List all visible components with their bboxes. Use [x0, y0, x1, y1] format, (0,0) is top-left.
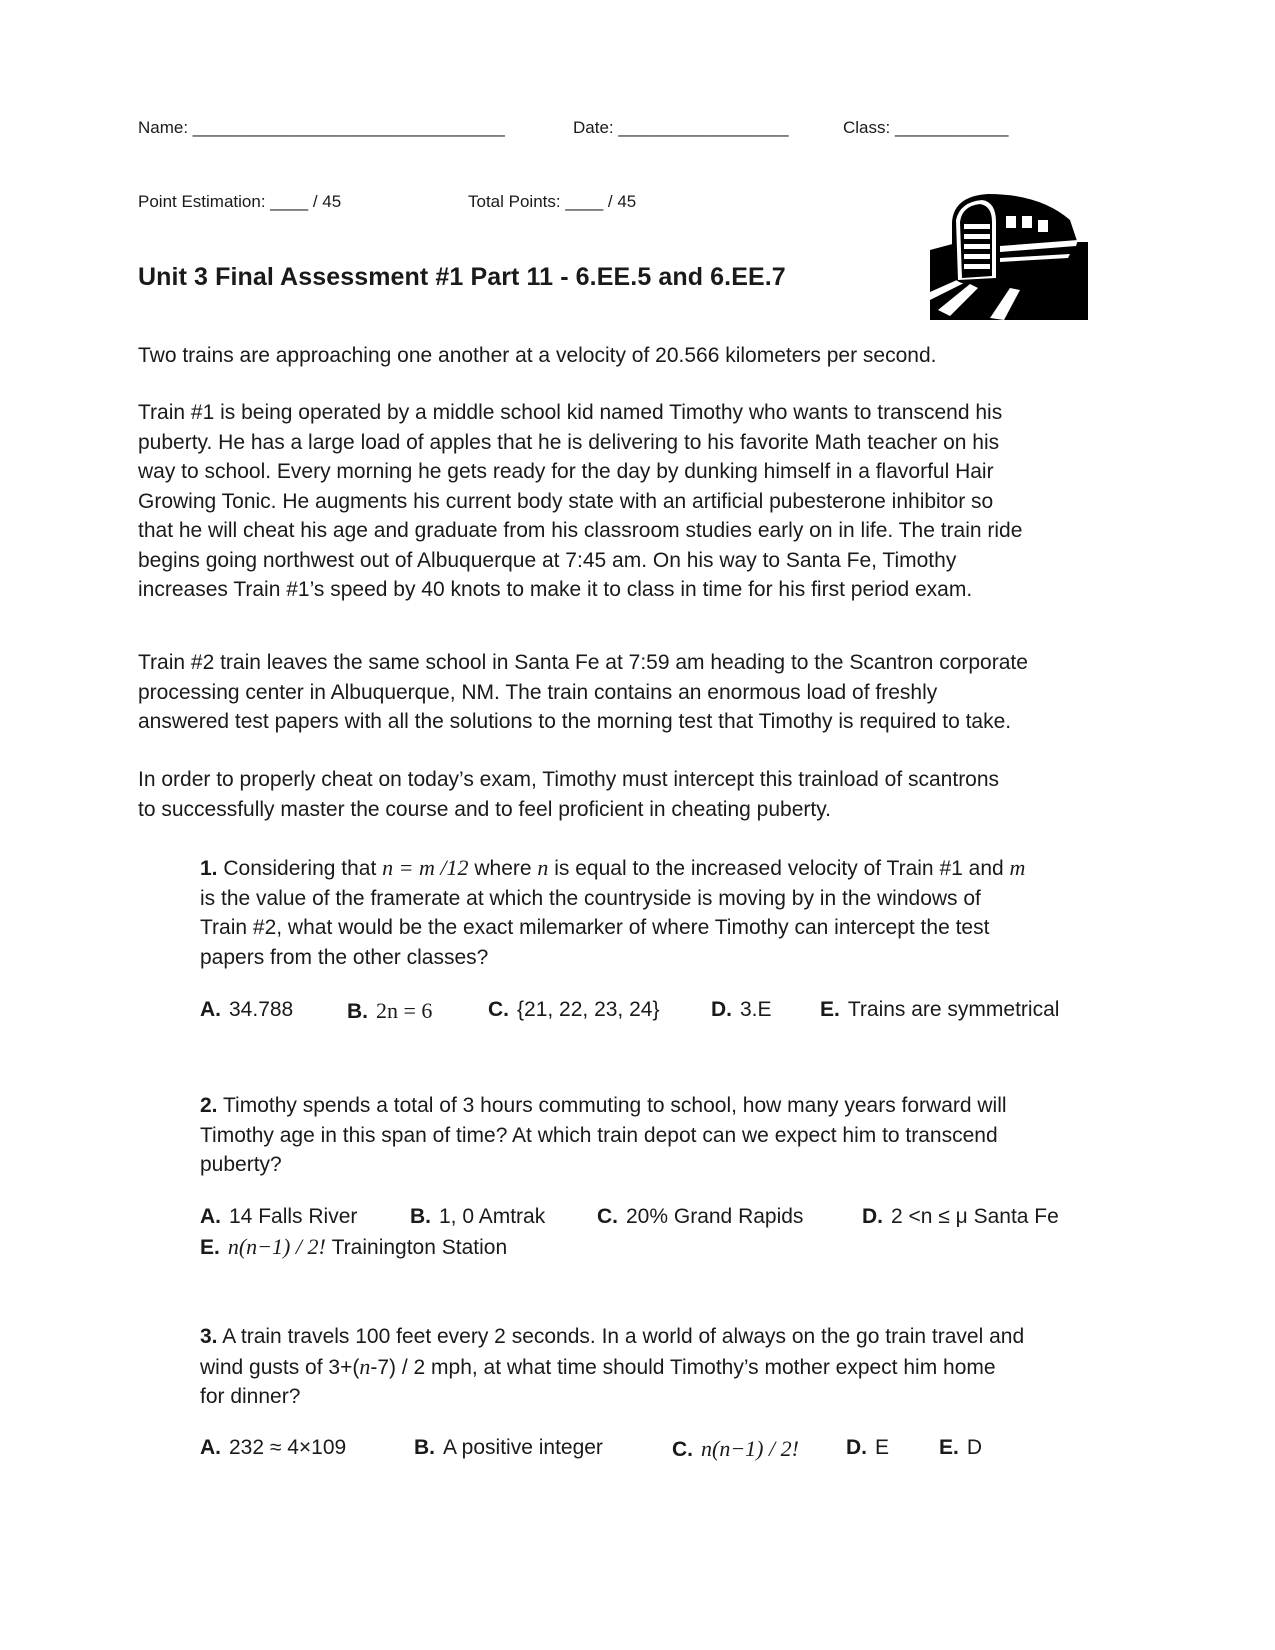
paragraph-line: answered test papers with all the solutions to the morning test that Timothy is required to take. — [138, 710, 1012, 733]
paragraph-line: Train #2 train leaves the same school in Santa Fe at 7:59 am heading to the Scantron corporate — [138, 651, 1028, 674]
paragraph-line: increases Train #1’s speed by 40 knots to make it to class in time for his first period exam. — [138, 578, 973, 601]
variable: n — [537, 855, 549, 880]
equation: n = m /12 — [382, 855, 469, 880]
question-text: -7) / 2 mph, at what time should Timothy’s mother expect him home — [370, 1355, 996, 1379]
intro-line: Two trains are approaching one another at a velocity of 20.566 kilometers per second. — [138, 344, 937, 367]
question-text: Timothy spends a total of 3 hours commuting to school, how many years forward will — [222, 1094, 1007, 1117]
total-points-label: Total Points: ____ / 45 — [468, 192, 637, 211]
question-text: wind gusts of 3+( — [200, 1355, 360, 1379]
variable: m — [1009, 855, 1026, 880]
question-text: Considering that — [223, 857, 377, 880]
intro-paragraph — [138, 341, 1138, 371]
question-1 — [200, 853, 1140, 972]
question-2 — [200, 1091, 1140, 1180]
answer-choice[interactable]: C. n(n−1) / 2! — [672, 1436, 799, 1461]
paragraph-line: Train #1 is being operated by a middle school kid named Timothy who wants to transcend his — [138, 401, 1003, 424]
paragraph-line: begins going northwest out of Albuquerque at 7:45 am. On his way to Santa Fe, Timothy — [138, 548, 957, 572]
answer-choice[interactable]: A. 232 ≈ 4×109 — [200, 1436, 347, 1459]
question-text: Train #2, what would be the exact milemarker of where Timothy can intercept the test — [200, 916, 990, 939]
answer-choice[interactable]: A. 14 Falls River — [200, 1205, 358, 1228]
answer-choice[interactable]: E. n(n−1) / 2! Trainington Station — [200, 1234, 508, 1259]
question-3 — [200, 1322, 1140, 1412]
question-number: 2. — [200, 1094, 218, 1117]
answer-choice[interactable]: E. Trains are symmetrical — [820, 998, 1060, 1021]
date-field-label: Date: __________________ — [573, 118, 789, 137]
point-estimation-label: Point Estimation: ____ / 45 — [138, 192, 342, 211]
paragraph-line: In order to properly cheat on today’s exam, Timothy must intercept this trainload of scantrons — [138, 768, 1000, 791]
answer-choice[interactable]: B. 1, 0 Amtrak — [410, 1205, 546, 1228]
answer-choice[interactable]: E. D — [939, 1436, 983, 1459]
page-title: Unit 3 Final Assessment #1 Part 11 - 6.EE.5 and 6.EE.7 — [138, 263, 786, 291]
question-text: Timothy age in this span of time? At which train depot can we expect him to transcend — [200, 1123, 998, 1147]
paragraph-line: to successfully master the course and to feel proficient in cheating puberty. — [138, 797, 831, 821]
paragraph-line: that he will cheat his age and graduate from his classroom studies early on in life. The train ride — [138, 519, 1023, 542]
paragraph-line: puberty. He has a large load of apples that he is delivering to his favorite Math teacher on his — [138, 430, 1000, 454]
question-text: papers from the other classes? — [200, 945, 489, 969]
question-text: is equal to the increased velocity of Train #1 and — [554, 857, 1004, 880]
class-field-label: Class: ____________ — [843, 118, 1009, 137]
answer-choice[interactable]: D. E — [846, 1436, 890, 1459]
train1-paragraph — [138, 398, 1138, 605]
paragraph-line: Growing Tonic. He augments his current body state with an artificial pubesterone inhibitor so — [138, 489, 994, 513]
answer-choice[interactable]: B. A positive integer — [414, 1436, 603, 1459]
name-field-label: Name: _________________________________ — [138, 118, 505, 137]
train2-paragraph — [138, 648, 1138, 737]
question-text: where — [474, 857, 532, 880]
question-text: for dinner? — [200, 1385, 301, 1408]
answer-choice[interactable]: A. 34.788 — [200, 998, 294, 1021]
variable: n — [359, 1353, 371, 1379]
answer-choice[interactable]: D. 2 <n ≤ μ Santa Fe — [862, 1205, 1059, 1228]
question-text: puberty? — [200, 1153, 282, 1176]
question-number: 1. — [200, 857, 218, 880]
answer-choice[interactable]: C. 20% Grand Rapids — [597, 1205, 804, 1228]
cheat-paragraph — [138, 765, 1138, 824]
question-text: A train travels 100 feet every 2 seconds. In a world of always on the go train travel and — [222, 1325, 1025, 1348]
question-text: is the value of the framerate at which the countryside is moving by in the windows of — [200, 886, 981, 910]
answer-choice[interactable]: C. {21, 22, 23, 24} — [488, 998, 660, 1021]
answer-choice[interactable]: D. 3.E — [711, 998, 772, 1021]
answer-choice[interactable]: B. 2n = 6 — [347, 998, 433, 1023]
paragraph-line: way to school. Every morning he gets ready for the day by dunking himself in a flavorful Hair — [138, 460, 994, 483]
locomotive-icon — [930, 192, 1088, 320]
paragraph-line: processing center in Albuquerque, NM. The train contains an enormous load of freshly — [138, 680, 938, 704]
question-number: 3. — [200, 1325, 218, 1348]
